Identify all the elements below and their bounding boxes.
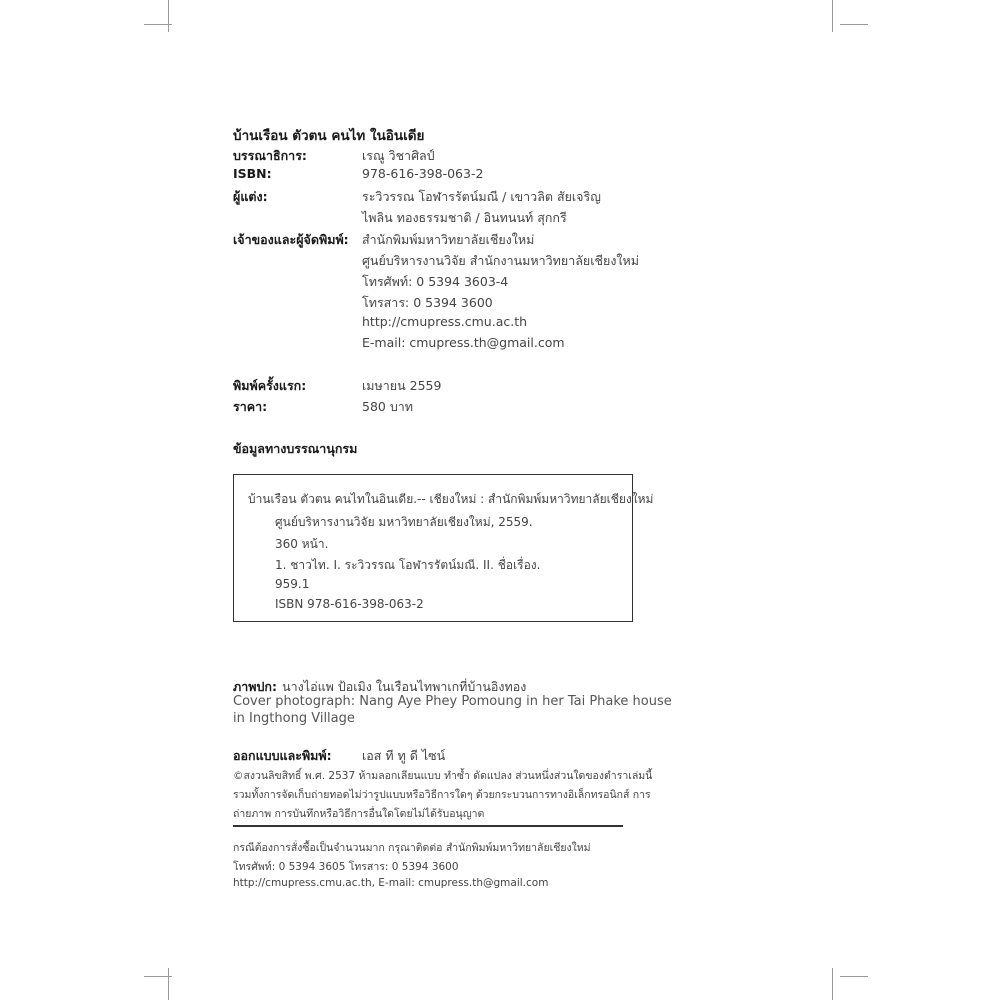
editor-label: บรรณาธิการ: xyxy=(233,148,307,163)
catalog-heading: ข้อมูลทางบรรณานุกรม xyxy=(233,441,358,456)
order-line: http://cmupress.cmu.ac.th, E-mail: cmupress.th@gmail.com xyxy=(233,877,549,889)
publisher-line-1: สำนักพิมพ์มหาวิทยาลัยเชียงใหม่ xyxy=(362,232,535,247)
publisher-email[interactable]: E-mail: cmupress.th@gmail.com xyxy=(362,335,565,350)
crop-mark xyxy=(840,24,868,25)
authors-line-1: ระวิวรรณ โอฬารรัตน์มณี / เขาวลิต สัยเจริญ xyxy=(362,189,601,204)
catalog-line: 959.1 xyxy=(275,577,310,591)
authors-line-2: ไพลิน ทองธรรมชาติ / อินทนนท์ สุกกรี xyxy=(362,210,567,225)
catalog-line: บ้านเรือน ตัวตน คนไทในอินเดีย.-- เชียงใหม่ : สำนักพิมพ์มหาวิทยาลัยเชียงใหม่ xyxy=(248,492,654,506)
catalog-line: 360 หน้า. xyxy=(275,537,329,551)
publisher-label: เจ้าของและผู้จัดพิมพ์: xyxy=(233,232,349,247)
crop-mark xyxy=(832,0,833,32)
crop-mark xyxy=(832,968,833,1000)
crop-mark xyxy=(840,976,868,977)
design-label: ออกแบบและพิมพ์: xyxy=(233,748,332,763)
catalog-line: ISBN 978-616-398-063-2 xyxy=(275,597,424,611)
publisher-fax: โทรสาร: 0 5394 3600 xyxy=(362,295,493,310)
publisher-url[interactable]: http://cmupress.cmu.ac.th xyxy=(362,314,528,329)
order-line: กรณีต้องการสั่งซื้อเป็นจำนวนมาก กรุณาติดต่อ สำนักพิมพ์มหาวิทยาลัยเชียงใหม่ xyxy=(233,842,591,854)
cover-text-th: นางไอ่แพ ป้อเมิง ในเรือนไทพาเกที่บ้านอิงทอง xyxy=(282,679,527,694)
crop-mark xyxy=(144,24,172,25)
copyright-line: ถ่ายภาพ การบันทึกหรือวิธีการอื่นใดโดยไม่ได้รับอนุญาต xyxy=(233,808,485,820)
cover-label: ภาพปก: xyxy=(233,679,278,694)
publisher-phone: โทรศัพท์: 0 5394 3603-4 xyxy=(362,274,509,289)
catalog-line: 1. ชาวไท. I. ระวิวรรณ โอฬารรัตน์มณี. II. ชื่อเรื่อง. xyxy=(275,558,541,572)
cover-text-en-2: in Ingthong Village xyxy=(233,711,355,726)
crop-mark xyxy=(144,976,172,977)
isbn-value: 978-616-398-063-2 xyxy=(362,166,484,181)
book-title: บ้านเรือน ตัวตน คนไท ในอินเดีย xyxy=(233,128,425,144)
copyright-line: รวมทั้งการจัดเก็บถ่ายทอดไม่ว่ารูปแบบหรือวิธีการใดๆ ด้วยกระบวนการทางอิเล็กทรอนิกส์ การ xyxy=(233,789,651,801)
cover-text-en-1: Cover photograph: Nang Aye Phey Pomoung in her Tai Phake house xyxy=(233,694,672,709)
first-print-value: เมษายน 2559 xyxy=(362,378,442,393)
copyright-line: ©สงวนลิขสิทธิ์ พ.ศ. 2537 ห้ามลอกเลียนแบบ ทำซ้ำ ดัดแปลง ส่วนหนึ่งส่วนใดของตำราเล่มนี้ xyxy=(233,770,653,782)
publisher-line-2: ศูนย์บริหารงานวิจัย สำนักงานมหาวิทยาลัยเชียงใหม่ xyxy=(362,253,640,268)
authors-label: ผู้แต่ง: xyxy=(233,189,268,204)
price-label: ราคา: xyxy=(233,399,268,414)
price-value: 580 บาท xyxy=(362,399,414,414)
first-print-label: พิมพ์ครั้งแรก: xyxy=(233,378,307,393)
crop-mark xyxy=(168,0,169,32)
isbn-label: ISBN: xyxy=(233,166,272,181)
crop-mark xyxy=(168,968,169,1000)
divider-rule xyxy=(233,825,623,827)
catalog-line: ศูนย์บริหารงานวิจัย มหาวิทยาลัยเชียงใหม่, 2559. xyxy=(275,515,533,529)
order-line: โทรศัพท์: 0 5394 3605 โทรสาร: 0 5394 3600 xyxy=(233,861,459,873)
design-value: เอส ที ทู ดี ไซน์ xyxy=(362,748,446,763)
editor-value: เรณู วิชาศิลป์ xyxy=(362,148,435,163)
